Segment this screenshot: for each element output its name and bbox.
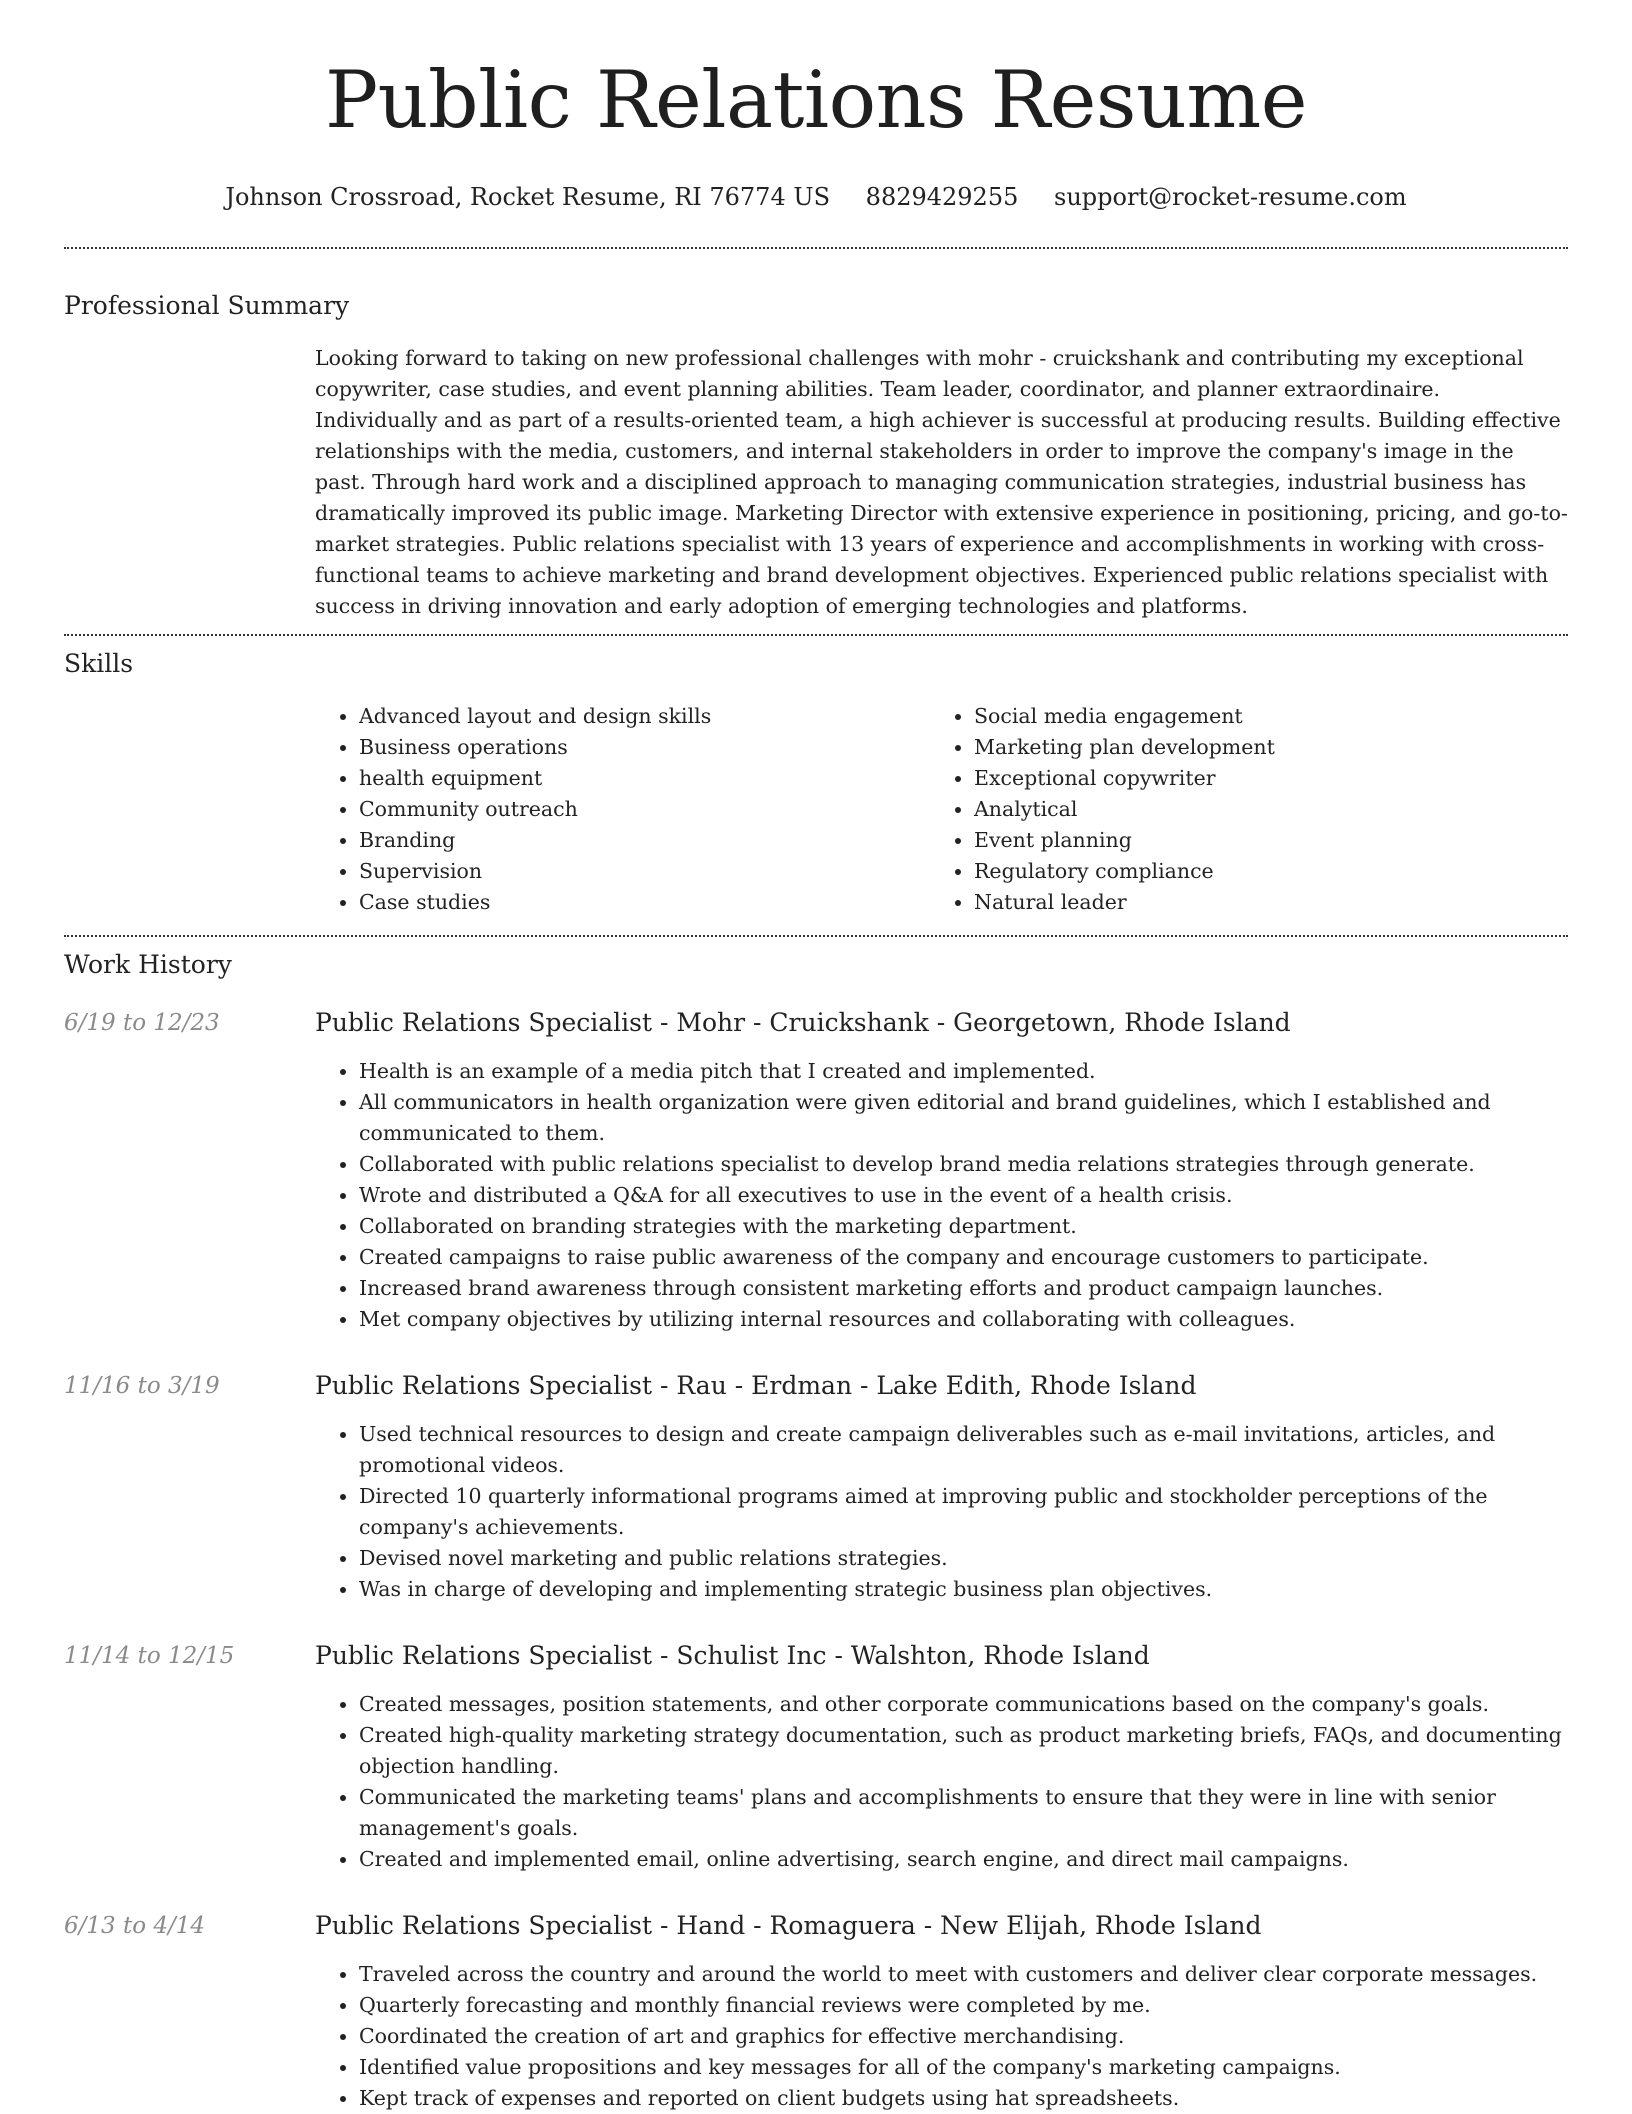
divider	[64, 935, 1568, 937]
skill-item: • Business operations	[359, 732, 930, 763]
skill-item: • Community outreach	[359, 794, 930, 825]
skill-item: • Natural leader	[974, 887, 1545, 918]
resume-page	[64, 0, 1568, 2114]
job-bullet: • Communicated the marketing teams' plans and accomplishments to ensure that they were in line with senior management's goals.	[359, 1782, 1568, 1844]
job-title: Public Relations Specialist - Mohr - Cruickshank - Georgetown, Rhode Island	[315, 1008, 1291, 1037]
job-bullet: • Used technical resources to design and create campaign deliverables such as e-mail invitations, articles, and promotional videos.	[359, 1419, 1568, 1481]
contact-address: Johnson Crossroad, Rocket Resume, RI 76774 US	[225, 183, 831, 211]
skills-heading: Skills	[64, 649, 134, 678]
job-bullets	[315, 1689, 1568, 1875]
contact-phone: 8829429255	[865, 183, 1019, 211]
job-entry	[64, 1639, 1568, 1875]
job-bullet: • Created and implemented email, online advertising, search engine, and direct mail campaigns.	[359, 1844, 1568, 1875]
divider	[64, 247, 1568, 249]
job-title: Public Relations Specialist - Rau - Erdman - Lake Edith, Rhode Island	[315, 1371, 1197, 1400]
job-bullet: • Increased brand awareness through consistent marketing efforts and product campaign launches.	[359, 1273, 1568, 1304]
job-entry	[64, 1006, 1568, 1335]
skill-item: • Regulatory compliance	[974, 856, 1545, 887]
job-dates: 11/14 to 12/15	[64, 1643, 235, 1669]
skill-item: • health equipment	[359, 763, 930, 794]
divider	[64, 634, 1568, 636]
job-bullet: • Created messages, position statements, and other corporate communications based on the company's goals.	[359, 1689, 1568, 1720]
job-bullet: • Met company objectives by utilizing internal resources and collaborating with colleagues.	[359, 1304, 1568, 1335]
skill-item: • Case studies	[359, 887, 930, 918]
job-bullet: • Wrote and distributed a Q&A for all executives to use in the event of a health crisis.	[359, 1180, 1568, 1211]
job-bullet: • Coordinated the creation of art and graphics for effective merchandising.	[359, 2021, 1568, 2052]
job-bullet: • Collaborated on branding strategies with the marketing department.	[359, 1211, 1568, 1242]
job-bullets	[315, 1056, 1568, 1335]
job-title: Public Relations Specialist - Schulist Inc - Walshton, Rhode Island	[315, 1641, 1150, 1670]
skill-item: • Marketing plan development	[974, 732, 1545, 763]
skills-column-right	[930, 701, 1545, 918]
job-bullet: • Identified value propositions and key messages for all of the company's marketing campaigns.	[359, 2052, 1568, 2083]
contact-email: support@rocket-resume.com	[1054, 183, 1407, 211]
job-bullet: • Collaborated with public relations specialist to develop brand media relations strategies through generate.	[359, 1149, 1568, 1180]
job-bullet: • Directed 10 quarterly informational programs aimed at improving public and stockholder perceptions of the company's achievements.	[359, 1481, 1568, 1543]
skills-list	[315, 701, 1568, 918]
skill-item: • Branding	[359, 825, 930, 856]
job-entry	[64, 1909, 1568, 2114]
job-bullet: • Traveled across the country and around the world to meet with customers and deliver clear corporate messages.	[359, 1959, 1568, 1990]
job-bullet: • Quarterly forecasting and monthly financial reviews were completed by me.	[359, 1990, 1568, 2021]
skill-item: • Advanced layout and design skills	[359, 701, 930, 732]
job-bullet: • Was in charge of developing and implementing strategic business plan objectives.	[359, 1574, 1568, 1605]
work-history-heading: Work History	[64, 950, 232, 979]
skill-item: • Exceptional copywriter	[974, 763, 1545, 794]
job-dates: 6/13 to 4/14	[64, 1913, 206, 1939]
job-bullet: • All communicators in health organization were given editorial and brand guidelines, which I established and communicated to them.	[359, 1087, 1568, 1149]
resume-title: Public Relations Resume	[324, 54, 1308, 146]
job-bullet: • Devised novel marketing and public relations strategies.	[359, 1543, 1568, 1574]
summary-text: Looking forward to taking on new professional challenges with mohr - cruickshank and contributing my exceptional copywriter, case studies, and event planning abilities. Team leader, coordinator, and planner extraordinaire. Individually and as part of a results-oriented team, a high achiever is successful at producing results. Building effective relationships with the media, customers, and internal stakeholders in order to improve the company's image in the past. Through hard work and a disciplined approach to managing communication strategies, industrial business has dramatically improved its public image. Marketing Director with extensive experience in positioning, pricing, and go-to-market strategies. Public relations specialist with 13 years of experience and accomplishments in working with cross-functional teams to achieve marketing and brand development objectives. Experienced public relations specialist with success in driving innovation and early adoption of emerging technologies and platforms.	[315, 346, 1568, 618]
skill-item: • Event planning	[974, 825, 1545, 856]
skill-item: • Supervision	[359, 856, 930, 887]
contact-line	[64, 180, 1568, 214]
job-title: Public Relations Specialist - Hand - Romaguera - New Elijah, Rhode Island	[315, 1911, 1262, 1940]
job-bullet: • Created high-quality marketing strategy documentation, such as product marketing briefs, FAQs, and documenting objection handling.	[359, 1720, 1568, 1782]
job-entry	[64, 1369, 1568, 1605]
job-bullets	[315, 1959, 1568, 2114]
skill-item: • Social media engagement	[974, 701, 1545, 732]
job-dates: 6/19 to 12/23	[64, 1010, 220, 1036]
skills-column-left	[315, 701, 930, 918]
job-bullets	[315, 1419, 1568, 1605]
summary-heading: Professional Summary	[64, 291, 350, 320]
job-bullet: • Created campaigns to raise public awareness of the company and encourage customers to participate.	[359, 1242, 1568, 1273]
job-bullet: • Kept track of expenses and reported on client budgets using hat spreadsheets.	[359, 2083, 1568, 2114]
skill-item: • Analytical	[974, 794, 1545, 825]
job-bullet: • Health is an example of a media pitch that I created and implemented.	[359, 1056, 1568, 1087]
job-dates: 11/16 to 3/19	[64, 1373, 220, 1399]
